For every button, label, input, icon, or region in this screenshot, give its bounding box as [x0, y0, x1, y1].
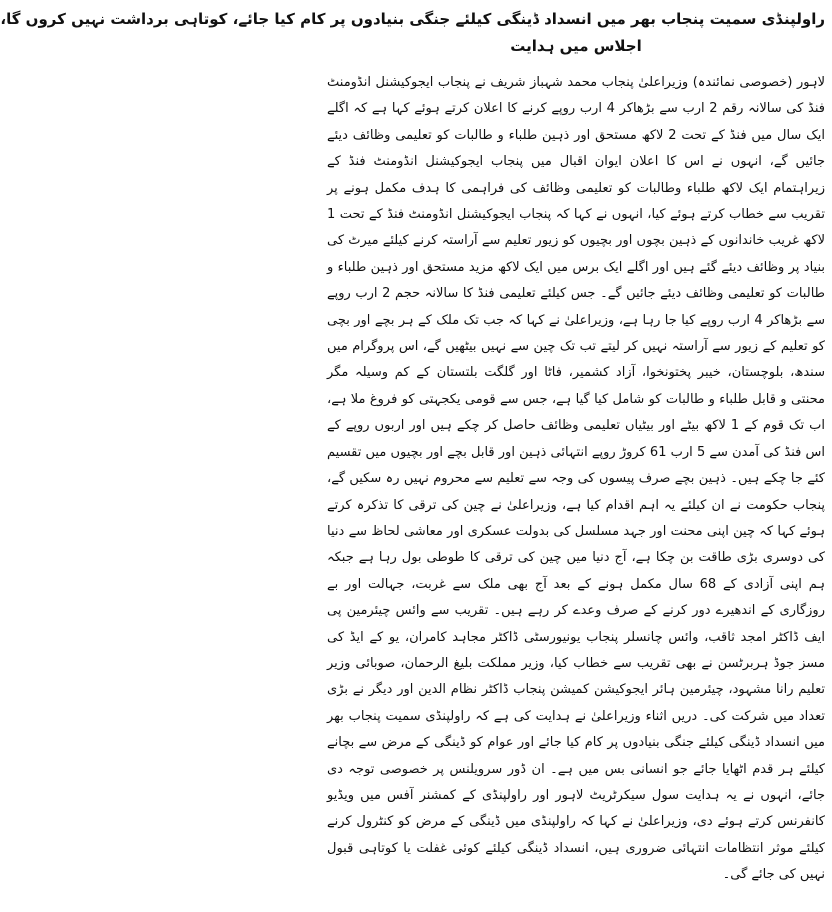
article-body: لاہور (خصوصی نمائندہ) وزیراعلیٰ پنجاب محمد شہباز شریف نے پنجاب ایجوکیشنل انڈومنٹ فنڈ کی سالانہ رقم 2 ارب سے بڑھاکر 4 ارب روپے کرنے کا اعلان کرتے ہوئے کہا ہے کہ اگلے ایک سال میں فنڈ کے تحت 2 لاکھ مستحق اور ذہین طلباء و طالبات کو تعلیمی وظائف دیئے جائیں گے، انہوں نے اس کا اعلان ایوان اقبال میں پنجاب ایجوکیشنل انڈومنٹ فنڈ کے زیراہتمام ایک لاکھ طلباء وطالبات کو تعلیمی وظائف کی فراہمی کا ہدف مکمل ہونے پر تقریب سے خطاب کرتے ہوئے کیا، انہوں نے کہا کہ پنجاب ایجوکیشنل انڈومنٹ فنڈ کے تحت 1 لاکھ غریب خاندانوں کے ذہین بچوں اور بچیوں کو زیور تعلیم سے آراستہ کرنے کیلئے میرٹ کی بنیاد پر وظائف دیئے گئے ہیں اور اگلے ایک برس میں ایک لاکھ مزید مستحق اور ذہین طلباء و طالبات کو تعلیمی وظائف دیئے جائیں گے۔ جس کیلئے تعلیمی فنڈ کا سالانہ حجم 2 ارب روپے سے بڑھاکر 4 ارب روپے کیا جا رہا ہے، وزیراعلیٰ نے کہا کہ جب تک ملک کے ہر بچے اور بچی کو تعلیم کے زیور سے آراستہ نہیں کر لیتے تب تک چین سے نہیں بیٹھیں گے، اس پروگرام میں سندھ، بلوچستان، خیبر پختونخوا، آزاد کشمیر، فاٹا اور گلگت بلتستان کے کم وسیلہ مگر محنتی و قابل طلباء و طالبات کو شامل کیا گیا ہے، جس سے قومی یکجہتی کو فروغ ملا ہے، اب تک قوم کے 1 لاکھ بیٹے اور بیٹیاں تعلیمی وظائف حاصل کر چکے ہیں اور اربوں روپے کے اس فنڈ کی آمدن سے 5 ارب 61 کروڑ روپے انتہائی ذہین اور قابل بچے اور بچیوں میں تقسیم کئے جا چکے ہیں۔ ذہین بچے صرف پیسوں کی وجہ سے تعلیم سے محروم نہیں رہ سکیں گے، پنجاب حکومت نے ان کیلئے یہ اہم اقدام کیا ہے، وزیراعلیٰ نے چین کی ترقی کا تذکرہ کرتے ہوئے کہا کہ چین اپنی محنت اور جہد مسلسل کی بدولت عسکری اور معاشی لحاظ سے دنیا کی دوسری بڑی طاقت بن چکا ہے، آج دنیا میں چین کی ترقی کا طوطی بول رہا ہے جبکہ ہم اپنی آزادی کے 68 سال مکمل ہونے کے بعد آج بھی ملک سے غربت، جہالت اور بے روزگاری کے اندھیرے دور کرنے کے صرف وعدے کر رہے ہیں۔ تقریب سے وائس چیئرمین پی ایف ڈاکٹر امجد ثاقب، وائس چانسلر پنجاب یونیورسٹی ڈاکٹر مجاہد کامران، یو کے ایڈ کی مسز جوڈ ہربرٹسن نے بھی تقریب سے خطاب کیا، وزیر مملکت بلیغ الرحمان، صوبائی وزیر تعلیم رانا مشہود، چیئرمین ہائر ایجوکیشن کمیشن پنجاب ڈاکٹر نظام الدین اور دیگر نے بڑی تعداد میں شرکت کی۔ دریں اثناء وزیراعلیٰ نے ہدایت کی ہے کہ راولپنڈی سمیت پنجاب بھر میں انسداد ڈینگی کیلئے جنگی بنیادوں پر کام کیا جائے اور عوام کو ڈینگی کے مرض سے بچانے کیلئے ہر قدم اٹھایا جائے جو انسانی بس میں ہے۔ ان ڈور سرویلنس پر خصوصی توجہ دی جائے، انہوں نے یہ ہدایت سول سیکرٹریٹ لاہور اور راولپنڈی کے کمشنر آفس میں ویڈیو کانفرنس کرتے ہوئے دی، وزیراعلیٰ نے کہا کہ راولپنڈی میں ڈینگی کے مرض کو کنٹرول کرنے کیلئے موثر انتظامات انتہائی ضروری ہیں، انسداد ڈینگی کیلئے کوئی غفلت یا کوتاہی قبول نہیں کی جائے گی۔ — [327, 75, 825, 883]
headline-line-1: راولپنڈی سمیت پنجاب بھر میں انسداد ڈینگی کیلئے جنگی بنیادوں پر کام کیا جائے، کوتاہی برداشت نہیں کروں گا، — [0, 10, 825, 28]
headline — [0, 6, 825, 60]
headline-line-2: اجلاس میں ہدایت — [510, 37, 642, 55]
